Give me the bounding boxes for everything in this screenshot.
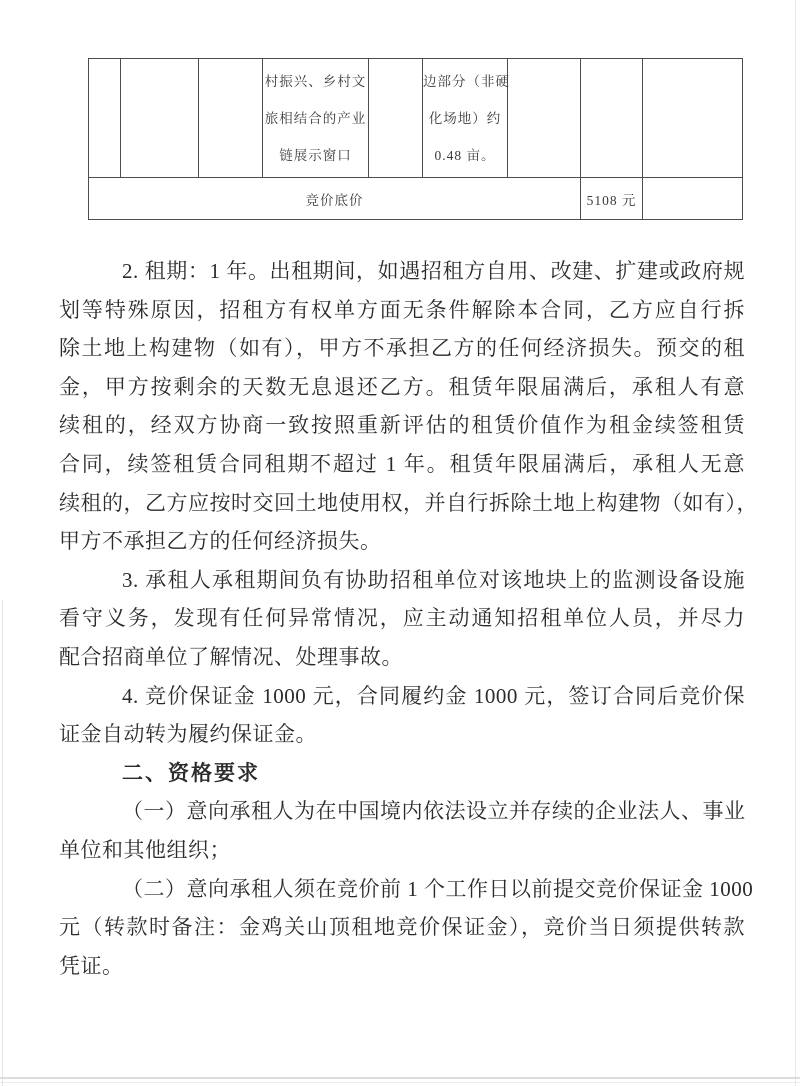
clause-2-line: 金，甲方按剩余的天数无息退还乙方。租赁年限届满后，承租人有意 xyxy=(59,374,745,399)
clause-2-line: 续租的，经双方协商一致按照重新评估的租赁价值作为租金续签租赁 xyxy=(59,413,745,438)
area-line-3: 0.48 亩。 xyxy=(434,147,496,163)
industry-line-3: 链展示窗口 xyxy=(279,147,352,163)
section-heading-qualifications: 二、资格要求 xyxy=(122,760,260,785)
industry-line-2: 旅相结合的产业 xyxy=(264,110,367,126)
table-cell-empty xyxy=(121,59,199,178)
table-row xyxy=(89,59,743,178)
page-edge-line-right xyxy=(795,0,796,1086)
table-cell-empty xyxy=(643,178,743,220)
clause-2-line: 合同，续签租赁合同租期不超过 1 年。租赁年限届满后，承租人无意 xyxy=(59,451,745,476)
clause-4-line: 证金自动转为履约保证金。 xyxy=(59,722,317,747)
contract-table xyxy=(88,58,743,220)
requirement-2-line: （二）意向承租人须在竞价前 1 个工作日以前提交竞价保证金 1000 xyxy=(122,876,754,901)
industry-line-1: 村振兴、乡村文 xyxy=(264,73,367,89)
requirement-1-line: （一）意向承租人为在中国境内依法设立并存续的企业法人、事业 xyxy=(122,799,746,824)
clause-2-line: 甲方不承担乙方的任何经济损失。 xyxy=(59,529,382,554)
clause-3-paragraph xyxy=(59,561,745,677)
clause-3-line: 看守义务，发现有任何异常情况，应主动通知招租单位人员，并尽力 xyxy=(59,606,745,631)
clause-2-line: 除土地上构建物（如有），甲方不承担乙方的任何经济损失。预交的租 xyxy=(59,336,745,361)
clause-2-line: 划等特殊原因，招租方有权单方面无条件解除本合同，乙方应自行拆 xyxy=(59,297,745,322)
table-cell-empty xyxy=(643,59,743,178)
clause-4-paragraph xyxy=(59,677,745,754)
clause-2-line: 续租的，乙方应按时交回土地使用权，并自行拆除土地上构建物（如有）， xyxy=(59,490,758,515)
floor-price-label: 竞价底价 xyxy=(89,178,581,220)
requirement-2-paragraph xyxy=(59,870,754,986)
requirement-1-paragraph xyxy=(59,792,745,869)
table-cell-empty xyxy=(581,59,643,178)
page-edge-line-left xyxy=(2,600,3,1086)
area-line-1: 边部分（非硬 xyxy=(423,73,510,89)
area-line-2: 化场地）约 xyxy=(428,110,502,126)
table-cell-empty xyxy=(508,59,581,178)
requirement-1-line: 单位和其他组织； xyxy=(59,837,231,862)
table-cell-empty xyxy=(199,59,263,178)
document-body xyxy=(59,252,758,985)
table-cell-empty xyxy=(369,59,423,178)
floor-price-value: 5108 元 xyxy=(581,178,643,220)
clause-3-line: 配合招商单位了解情况、处理事故。 xyxy=(59,644,403,669)
clause-4-line: 4. 竞价保证金 1000 元，合同履约金 1000 元，签订合同后竞价保 xyxy=(122,683,745,708)
clause-2-line: 2. 租期：1 年。出租期间，如遇招租方自用、改建、扩建或政府规 xyxy=(122,259,745,283)
table-cell-industry-description xyxy=(263,59,369,178)
requirement-2-line: 凭证。 xyxy=(59,953,124,978)
clause-3-line: 3. 承租人承租期间负有协助招租单位对该地块上的监测设备设施 xyxy=(122,567,745,592)
table-row-floor-price xyxy=(89,178,743,220)
requirement-2-line: 元（转款时备注：金鸡关山顶租地竞价保证金），竞价当日须提供转款 xyxy=(59,915,745,940)
table-cell-area-description xyxy=(423,59,508,178)
page-edge-line-bottom-inner xyxy=(0,1082,800,1083)
page-edge-line-bottom xyxy=(0,1077,800,1079)
clause-2-paragraph xyxy=(59,252,758,561)
table-cell-empty xyxy=(89,59,121,178)
